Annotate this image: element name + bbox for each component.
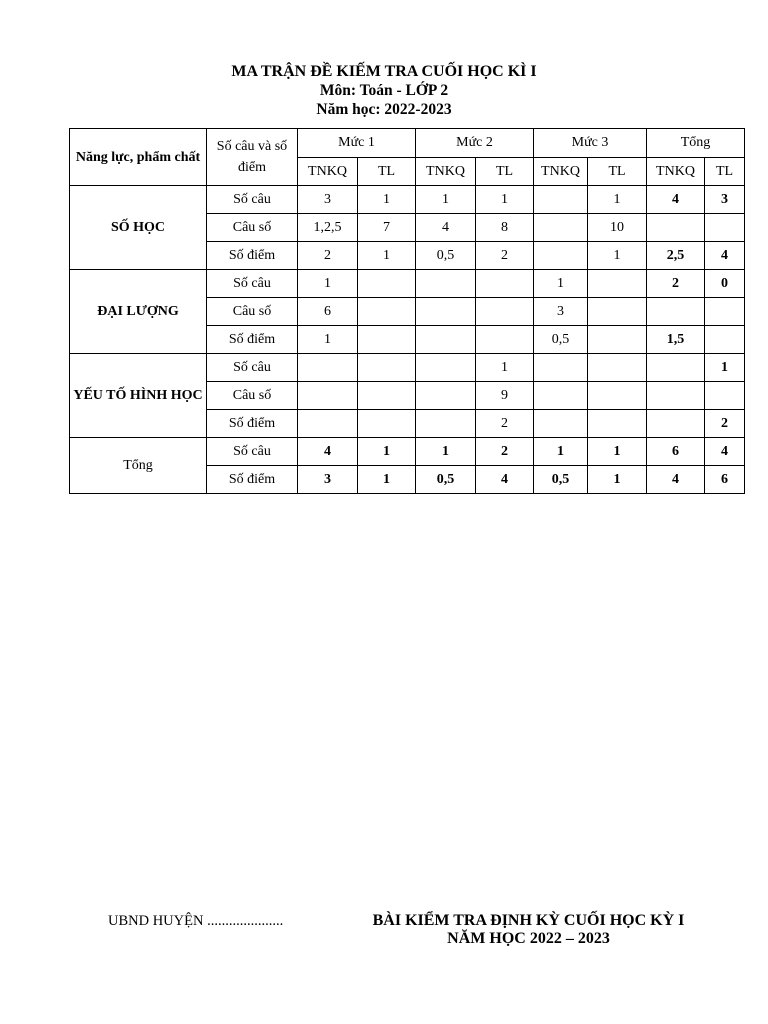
level-header: Tổng [647, 129, 745, 158]
matrix-cell [416, 298, 476, 326]
matrix-cell [705, 214, 745, 242]
matrix-cell [647, 214, 705, 242]
matrix-cell: 3 [298, 466, 358, 494]
matrix-cell: 1,5 [647, 326, 705, 354]
district-label: UBND HUYỆN ..................... [108, 913, 284, 929]
matrix-cell: 4 [476, 466, 534, 494]
row-label: Câu số [207, 214, 298, 242]
matrix-cell: 0,5 [534, 466, 588, 494]
matrix-cell: 4 [416, 214, 476, 242]
table-row [70, 270, 745, 298]
matrix-cell [358, 270, 416, 298]
type-header: TL [588, 158, 647, 186]
matrix-cell: 6 [298, 298, 358, 326]
row-label: Số câu [207, 438, 298, 466]
matrix-cell: 3 [534, 298, 588, 326]
header-row-levels [70, 129, 745, 158]
row-label: Số điểm [207, 410, 298, 438]
matrix-cell [588, 382, 647, 410]
table-row [70, 186, 745, 214]
matrix-cell: 2 [647, 270, 705, 298]
matrix-cell [534, 214, 588, 242]
row-label: Số điểm [207, 326, 298, 354]
matrix-cell [588, 410, 647, 438]
matrix-cell: 2 [476, 438, 534, 466]
matrix-cell: 9 [476, 382, 534, 410]
school-year: Năm học: 2022-2023 [316, 101, 452, 118]
type-header: TNKQ [416, 158, 476, 186]
matrix-cell [534, 382, 588, 410]
matrix-cell [534, 410, 588, 438]
row-label: Câu số [207, 382, 298, 410]
type-header: TL [705, 158, 745, 186]
table-row [70, 354, 745, 382]
matrix-cell [416, 354, 476, 382]
matrix-cell: 1 [358, 466, 416, 494]
matrix-cell: 2 [476, 410, 534, 438]
matrix-cell: 4 [705, 438, 745, 466]
matrix-cell: 1 [416, 186, 476, 214]
matrix-cell [588, 298, 647, 326]
exam-year: NĂM HỌC 2022 – 2023 [447, 930, 610, 947]
matrix-cell [416, 410, 476, 438]
matrix-cell [647, 410, 705, 438]
exam-title-block [336, 912, 721, 948]
matrix-cell: 0,5 [416, 242, 476, 270]
matrix-cell [416, 382, 476, 410]
subject-line: Môn: Toán - LỚP 2 [319, 82, 449, 99]
type-header: TNKQ [534, 158, 588, 186]
matrix-cell [298, 382, 358, 410]
matrix-cell: 1 [358, 186, 416, 214]
group-label: YẾU TỐ HÌNH HỌC [70, 354, 207, 438]
group-label: SỐ HỌC [70, 186, 207, 270]
matrix-cell: 1 [358, 242, 416, 270]
matrix-cell: 3 [705, 186, 745, 214]
matrix-cell [358, 410, 416, 438]
matrix-cell [476, 326, 534, 354]
matrix-cell [298, 410, 358, 438]
type-header: TL [476, 158, 534, 186]
matrix-cell: 3 [298, 186, 358, 214]
matrix-cell [705, 326, 745, 354]
matrix-cell: 1 [588, 186, 647, 214]
matrix-cell: 4 [647, 466, 705, 494]
matrix-cell [534, 186, 588, 214]
matrix-cell [534, 354, 588, 382]
level-header: Mức 3 [534, 129, 647, 158]
matrix-cell: 0,5 [534, 326, 588, 354]
matrix-cell [588, 270, 647, 298]
matrix-cell: 0 [705, 270, 745, 298]
matrix-cell: 1,2,5 [298, 214, 358, 242]
matrix-cell: 10 [588, 214, 647, 242]
matrix-cell: 2 [705, 410, 745, 438]
matrix-cell: 1 [476, 354, 534, 382]
matrix-cell [358, 354, 416, 382]
matrix-cell: 1 [476, 186, 534, 214]
matrix-cell [416, 270, 476, 298]
type-header: TNKQ [298, 158, 358, 186]
competency-header: Năng lực, phẩm chất [70, 129, 207, 186]
matrix-cell: 4 [298, 438, 358, 466]
matrix-cell: 6 [647, 438, 705, 466]
matrix-cell: 4 [647, 186, 705, 214]
matrix-cell: 1 [534, 438, 588, 466]
matrix-cell: 1 [588, 438, 647, 466]
matrix-cell [416, 326, 476, 354]
matrix-cell [647, 382, 705, 410]
group-label: Tổng [70, 438, 207, 494]
document-header [0, 62, 768, 119]
row-label: Số điểm [207, 242, 298, 270]
matrix-cell [647, 298, 705, 326]
matrix-cell [298, 354, 358, 382]
matrix-cell: 1 [588, 242, 647, 270]
level-header: Mức 2 [416, 129, 534, 158]
matrix-cell: 7 [358, 214, 416, 242]
matrix-cell: 1 [534, 270, 588, 298]
matrix-cell [647, 354, 705, 382]
table-row [70, 438, 745, 466]
matrix-cell: 6 [705, 466, 745, 494]
matrix-cell: 2 [298, 242, 358, 270]
matrix-cell [476, 298, 534, 326]
matrix-cell: 2 [476, 242, 534, 270]
questions-header: Số câu và số điểm [207, 129, 298, 186]
group-label: ĐẠI LƯỢNG [70, 270, 207, 354]
matrix-cell [358, 326, 416, 354]
row-label: Số điểm [207, 466, 298, 494]
matrix-cell: 2,5 [647, 242, 705, 270]
type-header: TNKQ [647, 158, 705, 186]
test-matrix-table [69, 128, 745, 494]
matrix-cell: 1 [298, 326, 358, 354]
row-label: Câu số [207, 298, 298, 326]
matrix-cell: 1 [588, 466, 647, 494]
matrix-cell [705, 298, 745, 326]
row-label: Số câu [207, 270, 298, 298]
row-label: Số câu [207, 186, 298, 214]
matrix-cell: 0,5 [416, 466, 476, 494]
matrix-cell [358, 298, 416, 326]
matrix-cell [476, 270, 534, 298]
level-header: Mức 1 [298, 129, 416, 158]
matrix-cell [705, 382, 745, 410]
matrix-cell [358, 382, 416, 410]
matrix-cell: 1 [298, 270, 358, 298]
matrix-cell: 1 [705, 354, 745, 382]
matrix-cell [588, 326, 647, 354]
matrix-cell: 4 [705, 242, 745, 270]
matrix-cell [588, 354, 647, 382]
matrix-cell: 1 [416, 438, 476, 466]
matrix-cell: 1 [358, 438, 416, 466]
row-label: Số câu [207, 354, 298, 382]
matrix-cell: 8 [476, 214, 534, 242]
type-header: TL [358, 158, 416, 186]
matrix-cell [534, 242, 588, 270]
document-title: MA TRẬN ĐỀ KIẾM TRA CUỐI HỌC KÌ I [231, 63, 537, 80]
exam-title: BÀI KIỂM TRA ĐỊNH KỲ CUỐI HỌC KỲ I [372, 912, 685, 929]
